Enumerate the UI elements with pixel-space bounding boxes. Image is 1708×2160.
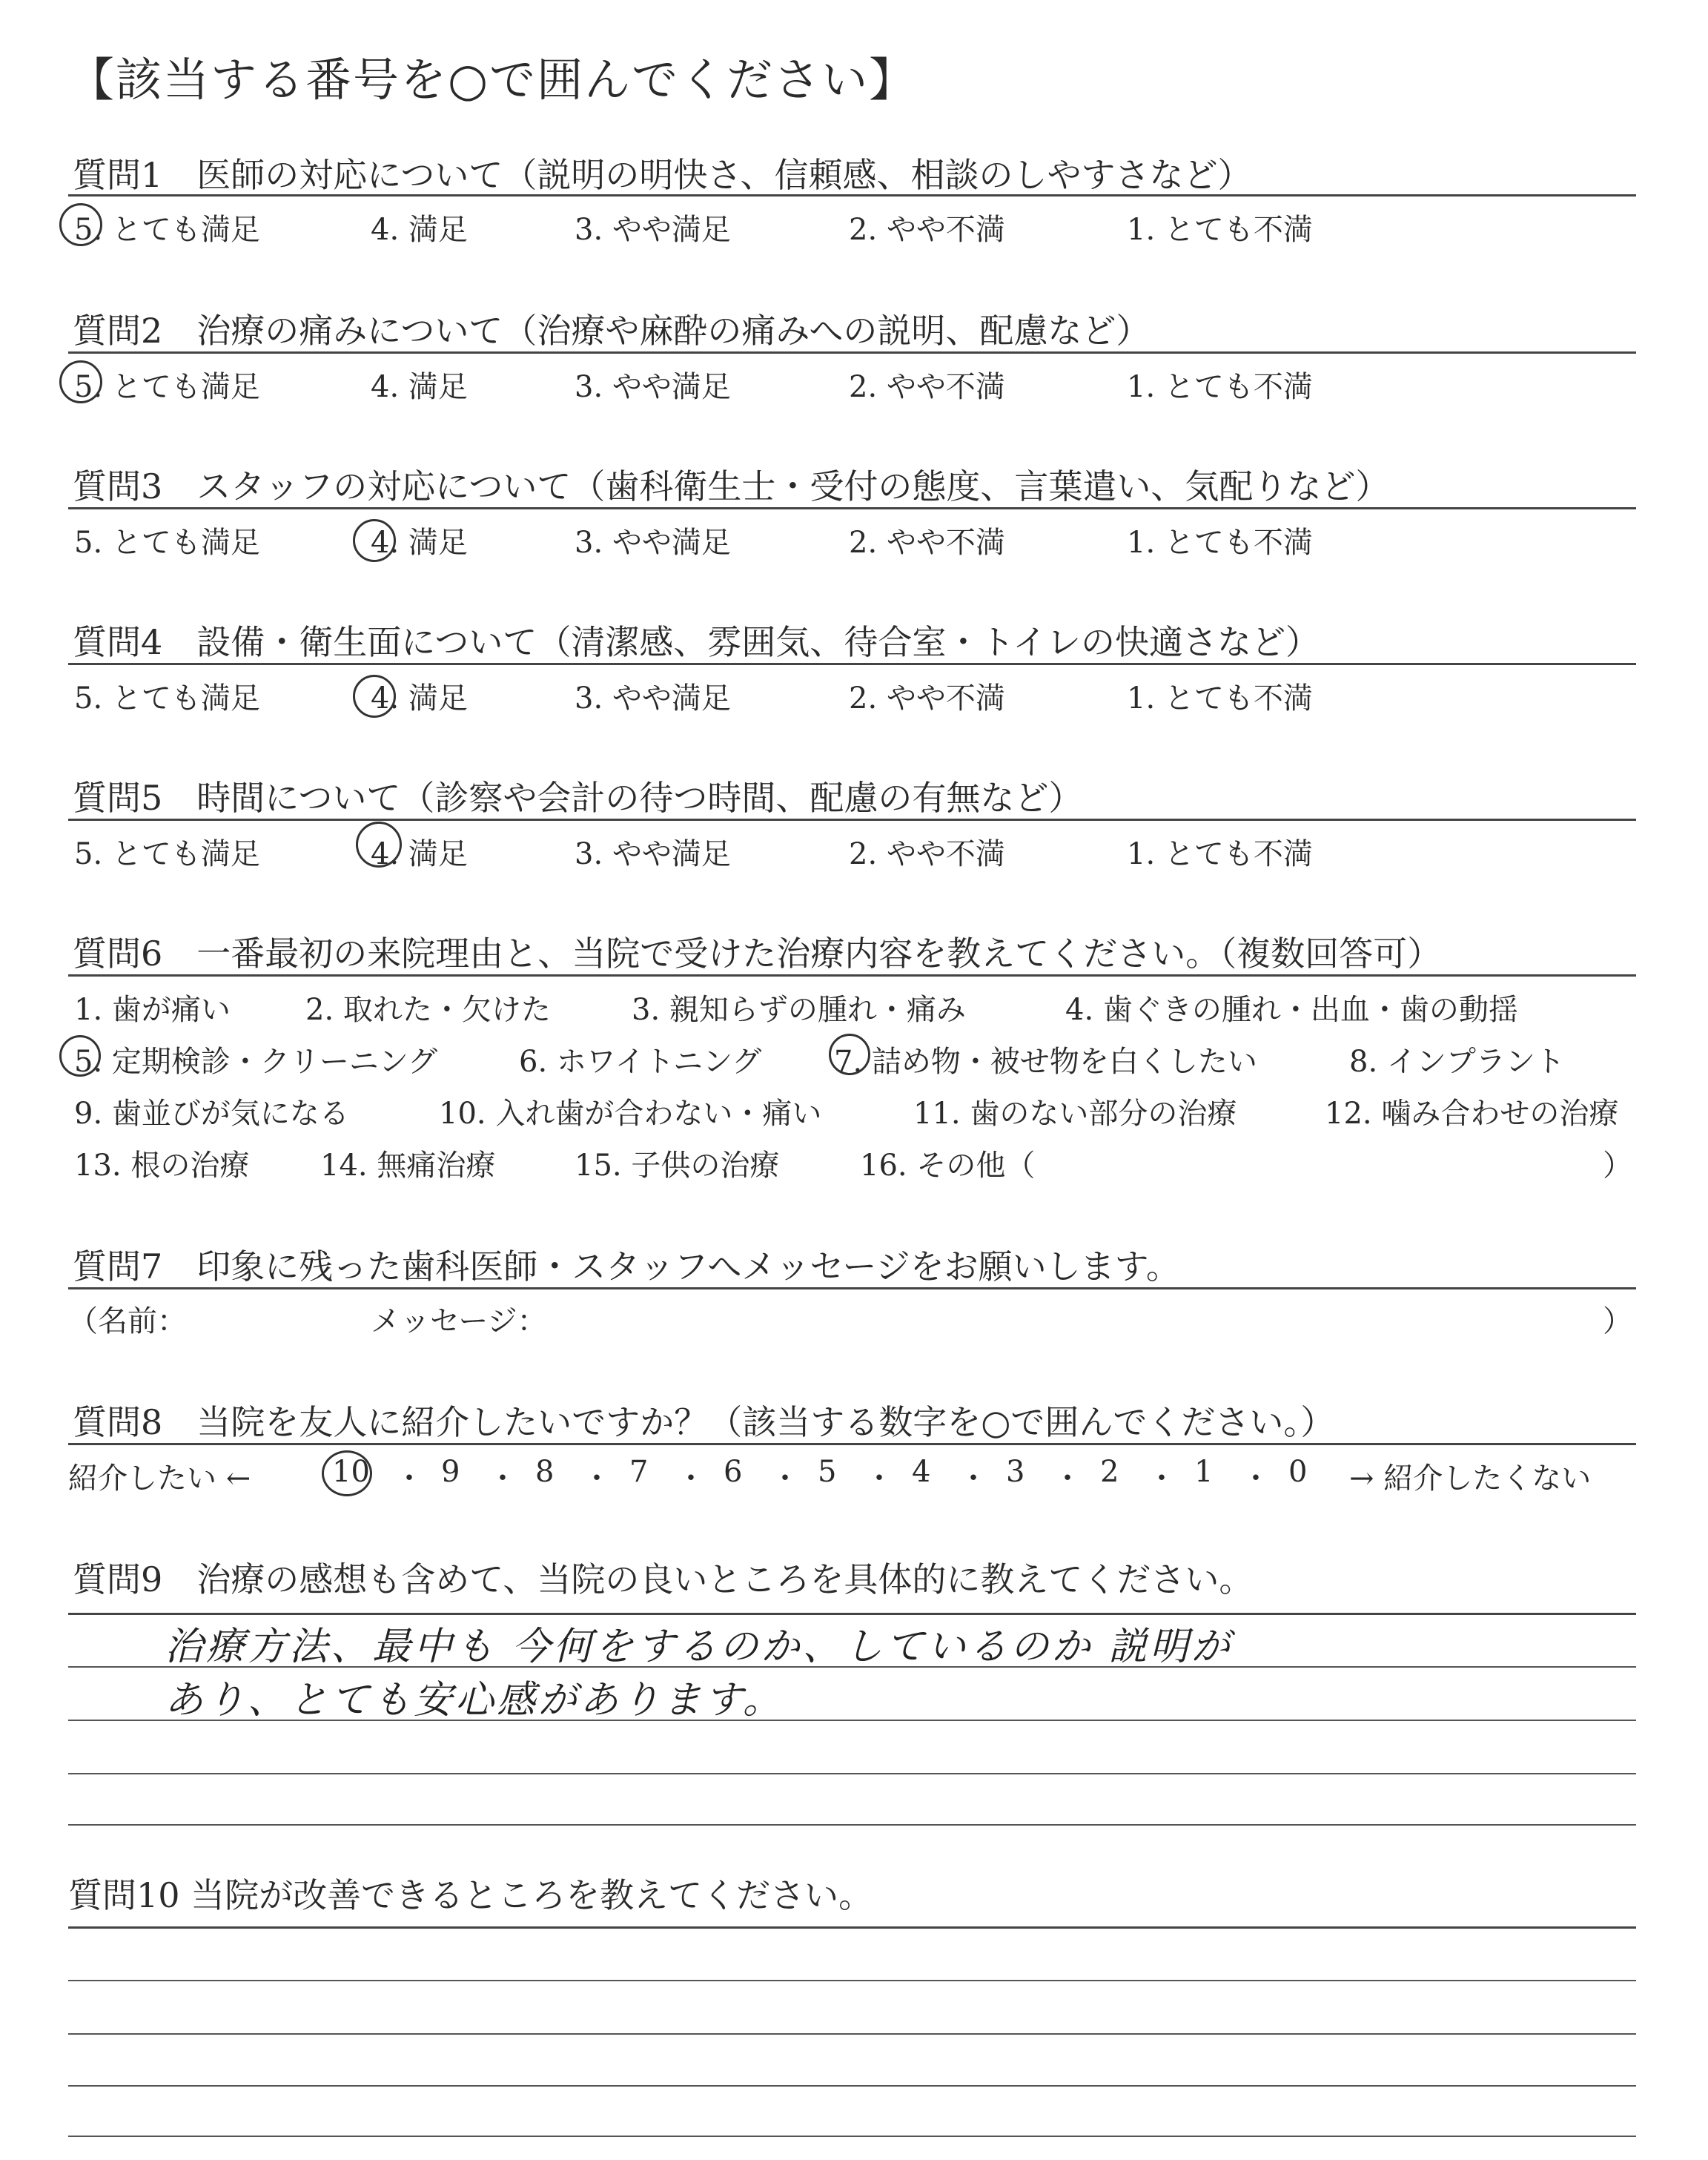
q4-option-3[interactable]: 3. やや満足 (575, 681, 731, 716)
q6-option-1[interactable]: 1. 歯が痛い (74, 993, 231, 1027)
q2-option-1[interactable]: 1. とても不満 (1127, 370, 1313, 404)
q1-option-5[interactable]: 5. とても満足 (74, 213, 260, 247)
answer-line (68, 1926, 1636, 1929)
q8-dot: ・ (488, 1462, 517, 1496)
q3-option-2[interactable]: 2. やや不満 (849, 526, 1005, 560)
question-4-title: 質問4 設備・衛生面について（清潔感、雰囲気、待合室・トイレの快適さなど） (73, 622, 1320, 662)
q6-option-14[interactable]: 14. 無痛治療 (320, 1149, 496, 1183)
q8-dot: ・ (1147, 1462, 1176, 1496)
q9-handwritten-answer-line-1: 治療方法、最中も 今何をするのか、しているのか 説明が (165, 1625, 1234, 1669)
q8-right-label: → 紹介したくない (1349, 1462, 1592, 1496)
answer-line (68, 1980, 1636, 1981)
q8-score-7[interactable]: 7 (629, 1455, 649, 1489)
question-1-title: 質問1 医師の対応について（説明の明快さ、信頼感、相談のしやすさなど） (73, 155, 1252, 195)
q8-dot: ・ (676, 1462, 706, 1496)
q1-option-2[interactable]: 2. やや不満 (849, 213, 1005, 247)
q2-option-4[interactable]: 4. 満足 (371, 370, 468, 404)
q9-handwritten-answer-line-2: あり、とても安心感があります。 (165, 1678, 784, 1723)
q8-score-9[interactable]: 9 (441, 1455, 460, 1489)
divider (68, 663, 1636, 665)
q8-selection-circle (322, 1450, 372, 1496)
q8-score-5[interactable]: 5 (818, 1455, 837, 1489)
q4-option-5[interactable]: 5. とても満足 (74, 681, 260, 716)
q6-option-9[interactable]: 9. 歯並びが気になる (74, 1097, 349, 1131)
q2-selection-circle (59, 360, 102, 403)
divider (68, 194, 1636, 196)
q6-option-8[interactable]: 8. インプラント (1349, 1045, 1565, 1079)
q6-selection-circle-7 (829, 1034, 870, 1075)
q8-dot: ・ (1053, 1462, 1082, 1496)
q8-score-0[interactable]: 0 (1288, 1455, 1308, 1489)
question-10-title: 質問10 当院が改善できるところを教えてください。 (68, 1875, 873, 1915)
answer-line (68, 2085, 1636, 2087)
q1-option-3[interactable]: 3. やや満足 (575, 213, 731, 247)
question-9-title: 質問9 治療の感想も含めて、当院の良いところを具体的に教えてください。 (73, 1559, 1254, 1599)
question-8-title: 質問8 当院を友人に紹介したいですか？（該当する数字を○で囲んでください。） (73, 1402, 1335, 1442)
q5-option-3[interactable]: 3. やや満足 (575, 837, 731, 871)
q8-dot: ・ (1241, 1462, 1271, 1496)
answer-line (68, 2033, 1636, 2035)
q2-option-2[interactable]: 2. やや不満 (849, 370, 1005, 404)
q8-dot: ・ (770, 1462, 800, 1496)
answer-line (68, 1773, 1636, 1774)
q7-close-paren: ） (1603, 1304, 1632, 1338)
q6-option-7[interactable]: 7. 詰め物・被せ物を白くしたい (834, 1045, 1257, 1079)
question-7-title: 質問7 印象に残った歯科医師・スタッフへメッセージをお願いします。 (73, 1246, 1180, 1287)
q6-option-3[interactable]: 3. 親知らずの腫れ・痛み (632, 993, 966, 1027)
form-header: 【該当する番号を○で囲んでください】 (68, 53, 917, 107)
q5-selection-circle (356, 822, 402, 868)
q6-option-11[interactable]: 11. 歯のない部分の治療 (913, 1097, 1237, 1131)
q1-option-4[interactable]: 4. 満足 (371, 213, 468, 247)
divider (68, 351, 1636, 354)
q8-score-10[interactable]: 10 (332, 1455, 370, 1489)
q3-option-1[interactable]: 1. とても不満 (1127, 526, 1313, 560)
q4-option-1[interactable]: 1. とても不満 (1127, 681, 1313, 716)
q8-dot: ・ (864, 1462, 894, 1496)
question-6-title: 質問6 一番最初の来院理由と、当院で受けた治療内容を教えてください。（複数回答可） (73, 934, 1442, 974)
q8-dot: ・ (394, 1462, 424, 1496)
q4-selection-circle (353, 675, 396, 718)
q1-selection-circle (59, 203, 102, 246)
question-5-title: 質問5 時間について（診察や会計の待つ時間、配慮の有無など） (73, 778, 1083, 818)
q7-name-label: （名前： (68, 1304, 187, 1338)
q8-dot: ・ (582, 1462, 612, 1496)
q6-option-2[interactable]: 2. 取れた・欠けた (305, 993, 551, 1027)
q6-option-5[interactable]: 5. 定期検診・クリーニング (74, 1045, 438, 1079)
q8-score-4[interactable]: 4 (912, 1455, 931, 1489)
q6-option-13[interactable]: 13. 根の治療 (74, 1149, 250, 1183)
q5-option-2[interactable]: 2. やや不満 (849, 837, 1005, 871)
q8-score-6[interactable]: 6 (724, 1455, 743, 1489)
question-3-title: 質問3 スタッフの対応について（歯科衛生士・受付の態度、言葉遣い、気配りなど） (73, 466, 1390, 506)
q3-selection-circle (353, 519, 396, 562)
q8-score-8[interactable]: 8 (535, 1455, 555, 1489)
q6-selection-circle-5 (59, 1035, 101, 1077)
q6-option-15[interactable]: 15. 子供の治療 (575, 1149, 780, 1183)
q6-option-4[interactable]: 4. 歯ぐきの腫れ・出血・歯の動揺 (1065, 993, 1518, 1027)
q4-option-4[interactable]: 4. 満足 (371, 681, 468, 716)
q5-option-1[interactable]: 1. とても不満 (1127, 837, 1313, 871)
q8-score-1[interactable]: 1 (1194, 1455, 1214, 1489)
q6-other-close-paren: ） (1603, 1149, 1632, 1183)
q6-option-6[interactable]: 6. ホワイトニング (519, 1045, 762, 1079)
q6-option-16[interactable]: 16. その他（ (860, 1149, 1036, 1183)
divider (68, 974, 1636, 977)
q3-option-5[interactable]: 5. とても満足 (74, 526, 260, 560)
answer-line (68, 1824, 1636, 1826)
divider (68, 1443, 1636, 1445)
q8-score-2[interactable]: 2 (1100, 1455, 1119, 1489)
q7-message-label: メッセージ： (371, 1304, 547, 1338)
q5-option-5[interactable]: 5. とても満足 (74, 837, 260, 871)
q2-option-5[interactable]: 5. とても満足 (74, 370, 260, 404)
q3-option-4[interactable]: 4. 満足 (371, 526, 468, 560)
divider (68, 819, 1636, 821)
q3-option-3[interactable]: 3. やや満足 (575, 526, 731, 560)
q8-left-label: 紹介したい ← (68, 1462, 251, 1496)
divider (68, 507, 1636, 509)
q5-option-4[interactable]: 4. 満足 (371, 837, 468, 871)
q2-option-3[interactable]: 3. やや満足 (575, 370, 731, 404)
q6-option-10[interactable]: 10. 入れ歯が合わない・痛い (439, 1097, 822, 1131)
answer-line (68, 2136, 1636, 2137)
divider (68, 1287, 1636, 1289)
q8-dot: ・ (959, 1462, 988, 1496)
q8-score-3[interactable]: 3 (1006, 1455, 1025, 1489)
q6-option-12[interactable]: 12. 噛み合わせの治療 (1325, 1097, 1619, 1131)
q1-option-1[interactable]: 1. とても不満 (1127, 213, 1313, 247)
q4-option-2[interactable]: 2. やや不満 (849, 681, 1005, 716)
question-2-title: 質問2 治療の痛みについて（治療や麻酔の痛みへの説明、配慮など） (73, 311, 1151, 351)
